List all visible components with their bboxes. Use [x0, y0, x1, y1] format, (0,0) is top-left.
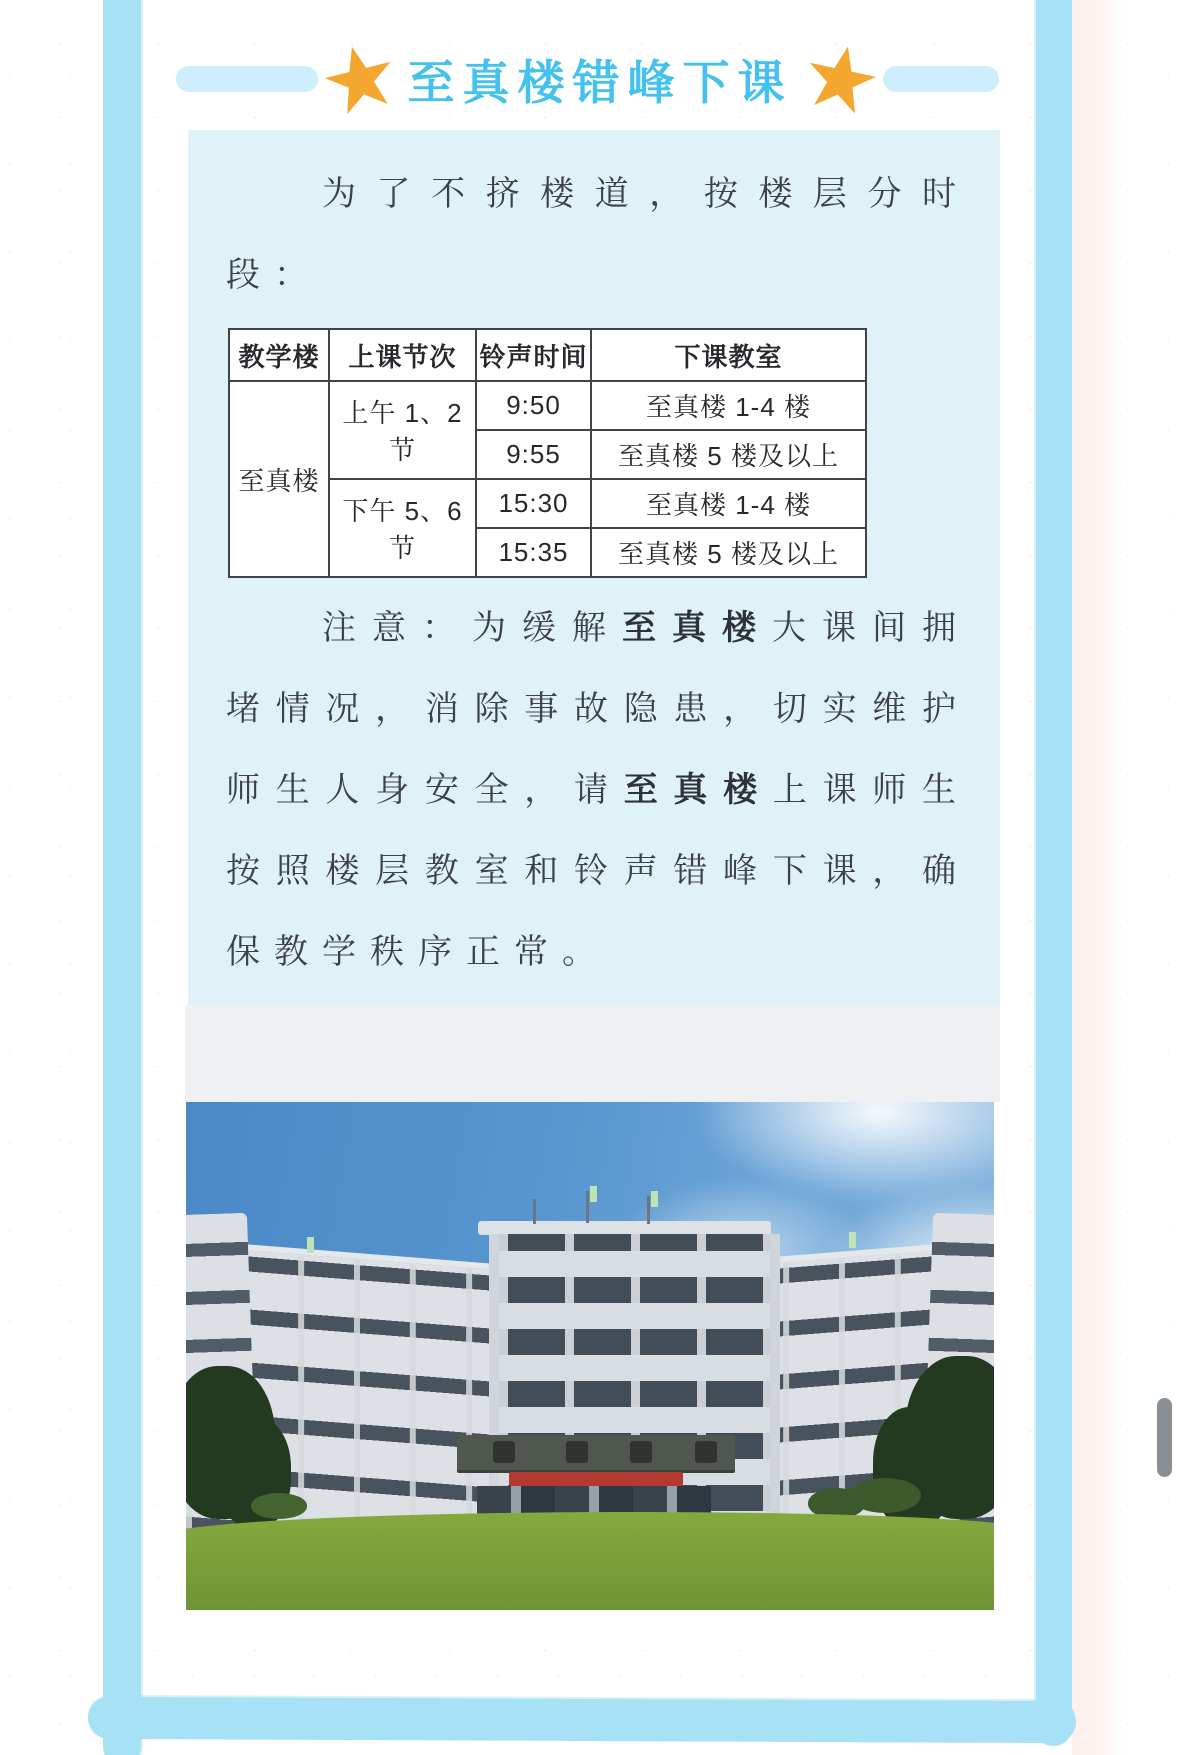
cell-room: 至真楼 5 楼及以上 — [591, 528, 866, 577]
roof-flag — [651, 1191, 658, 1207]
cell-building: 至真楼 — [229, 381, 329, 577]
building-photo — [186, 1102, 994, 1610]
roof-flag — [590, 1186, 597, 1202]
header-building: 教学楼 — [229, 329, 329, 381]
page-edge-tint — [1072, 0, 1124, 1755]
star-icon — [324, 42, 396, 116]
header-bell-time: 铃声时间 — [476, 329, 591, 381]
photo-spacer-band — [185, 1005, 1000, 1102]
note-middle: 大课间拥堵情况，消除事故隐患，切实维护师生人身安全，请 — [226, 609, 970, 809]
schedule-table — [228, 328, 867, 578]
star-icon — [805, 42, 877, 116]
title-deco-line-left — [176, 66, 318, 92]
roof-antenna — [533, 1199, 536, 1224]
cell-room: 至真楼 1-4 楼 — [591, 479, 866, 528]
title-row — [178, 36, 996, 122]
cell-period-afternoon: 下午 5、6 节 — [329, 479, 476, 577]
roof-flag — [307, 1237, 314, 1253]
cell-time: 9:50 — [476, 381, 591, 430]
cell-room: 至真楼 1-4 楼 — [591, 381, 866, 430]
canopy-sign-character — [566, 1441, 588, 1463]
page-title: 至真楼错峰下课 — [407, 55, 793, 109]
header-classroom: 下课教室 — [591, 329, 866, 381]
crayon-border-bottom — [88, 1697, 1076, 1743]
cell-time: 15:30 — [476, 479, 591, 528]
table-row — [229, 381, 866, 430]
note-paragraph — [226, 588, 970, 993]
note-bold-building: 至真楼 — [622, 609, 772, 647]
intro-paragraph: 为了不挤楼道，按楼层分时段： — [226, 175, 970, 294]
cell-period-morning: 上午 1、2 节 — [329, 381, 476, 479]
scrollbar-thumb[interactable] — [1157, 1398, 1172, 1477]
title-deco-line-right — [883, 66, 999, 92]
note-suffix: 上课师生按照楼层教室和铃声错峰下课，确保教学秩序正常。 — [226, 771, 971, 971]
canopy-sign-character — [630, 1441, 652, 1463]
note-bold-building: 至真楼 — [623, 771, 773, 809]
roof-antenna — [586, 1191, 589, 1223]
lawn — [186, 1512, 994, 1610]
cell-room: 至真楼 5 楼及以上 — [591, 430, 866, 479]
table-header-row — [229, 329, 866, 381]
header-period: 上课节次 — [329, 329, 476, 381]
red-banner — [509, 1472, 683, 1486]
canopy-sign-character — [695, 1441, 717, 1463]
roof-antenna — [647, 1196, 650, 1224]
note-prefix: 注意：为缓解 — [322, 609, 622, 647]
content-panel — [188, 130, 1000, 1005]
canopy-sign-character — [493, 1441, 515, 1463]
roof-flag — [849, 1232, 856, 1248]
crayon-border-left — [103, 0, 141, 1755]
cell-time: 9:55 — [476, 430, 591, 479]
crayon-border-right — [1036, 0, 1072, 1746]
bush — [251, 1493, 308, 1518]
cell-time: 15:35 — [476, 528, 591, 577]
